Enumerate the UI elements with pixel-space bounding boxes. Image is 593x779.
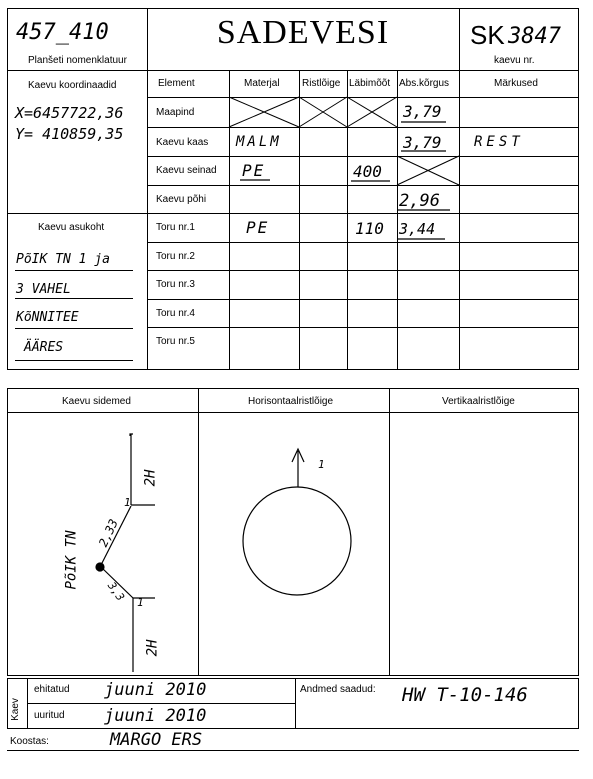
row-element-9: Toru nr.5 — [156, 336, 195, 347]
street-name: PõIK TN — [63, 530, 80, 590]
markused-kaas: REST — [474, 134, 524, 150]
page-title: SADEVESI — [216, 14, 390, 51]
row-element-1: Maapind — [156, 107, 195, 118]
col-header-markused: Märkused — [494, 78, 538, 89]
location-line-4: ÄÄRES — [24, 340, 64, 355]
num-3: 1 — [137, 596, 144, 609]
row-element-5: Toru nr.1 — [156, 222, 195, 233]
andmed-label: Andmed saadud: — [300, 684, 376, 695]
uuritud-label: uuritud — [34, 710, 65, 721]
coord-x: X=6457722,36 — [15, 104, 124, 122]
col-header-ristloige: Ristlõige — [302, 78, 341, 89]
materjal-kaas: MALM — [236, 134, 282, 150]
materjal-seinad: PE — [242, 161, 266, 180]
sk-prefix: SK — [470, 20, 505, 50]
abs-pohi: 2,96 — [399, 191, 440, 211]
footer-mid-line — [27, 703, 295, 704]
num-1: 1 — [124, 496, 131, 509]
col-header-materjal: Materjal — [244, 78, 280, 89]
ref-top: 2H — [142, 469, 159, 487]
sidemed-label: Kaevu sidemed — [62, 396, 131, 407]
plansheet-code: 457_410 — [16, 20, 109, 45]
andmed-value: HW T-10-146 — [402, 684, 528, 706]
arrow-number: 1 — [318, 458, 325, 471]
row-element-6: Toru nr.2 — [156, 251, 195, 262]
labimoot-toru1: 110 — [355, 219, 384, 238]
footer-right-divider — [295, 678, 296, 729]
ehitatud-label: ehitatud — [34, 684, 70, 695]
well-no-label: kaevu nr. — [494, 55, 535, 66]
abs-kaas: 3,79 — [403, 133, 442, 152]
labimoot-seinad: 400 — [353, 162, 382, 181]
koostas-rule — [7, 750, 579, 751]
location-line-1: PõIK TN 1 ja — [16, 252, 110, 267]
row-element-2: Kaevu kaas — [156, 137, 209, 148]
koostas-value: MARGO ERS — [110, 730, 203, 750]
dist-2: 2,33 — [96, 516, 121, 550]
abs-toru1: 3,44 — [399, 220, 436, 238]
row-element-4: Kaevu põhi — [156, 194, 207, 205]
row-element-7: Toru nr.3 — [156, 279, 195, 290]
materjal-toru1: PE — [246, 218, 270, 237]
coord-y: Y= 410859,35 — [15, 125, 124, 143]
dist-3: 3,3 — [104, 579, 127, 604]
horizontal-label: Horisontaalristlõige — [248, 396, 334, 407]
col-header-labimoot: Läbimõõt — [349, 78, 391, 89]
row-element-8: Toru nr.4 — [156, 308, 195, 319]
ehitatud-value: juuni 2010 — [104, 680, 207, 700]
row-element-3: Kaevu seinad — [156, 165, 217, 176]
col-header-abs: Abs.kõrgus — [399, 78, 450, 89]
ref-bottom: 2H — [144, 639, 161, 657]
location-line-2: 3 VAHEL — [16, 282, 71, 297]
col-header-element: Element — [158, 78, 195, 89]
abs-maapind: 3,79 — [403, 102, 442, 121]
coords-label: Kaevu koordinaadid — [28, 80, 117, 91]
vertical-label: Vertikaalristlõige — [442, 396, 515, 407]
location-label: Kaevu asukoht — [38, 222, 105, 233]
kaev-label: Kaev — [9, 698, 21, 721]
uuritud-value: juuni 2010 — [104, 706, 207, 726]
koostas-label: Koostas: — [10, 736, 49, 747]
plansheet-label: Planšeti nomenklatuur — [28, 55, 127, 66]
sk-number: 3847 — [508, 24, 561, 49]
location-line-3: KõNNITEE — [16, 310, 79, 325]
